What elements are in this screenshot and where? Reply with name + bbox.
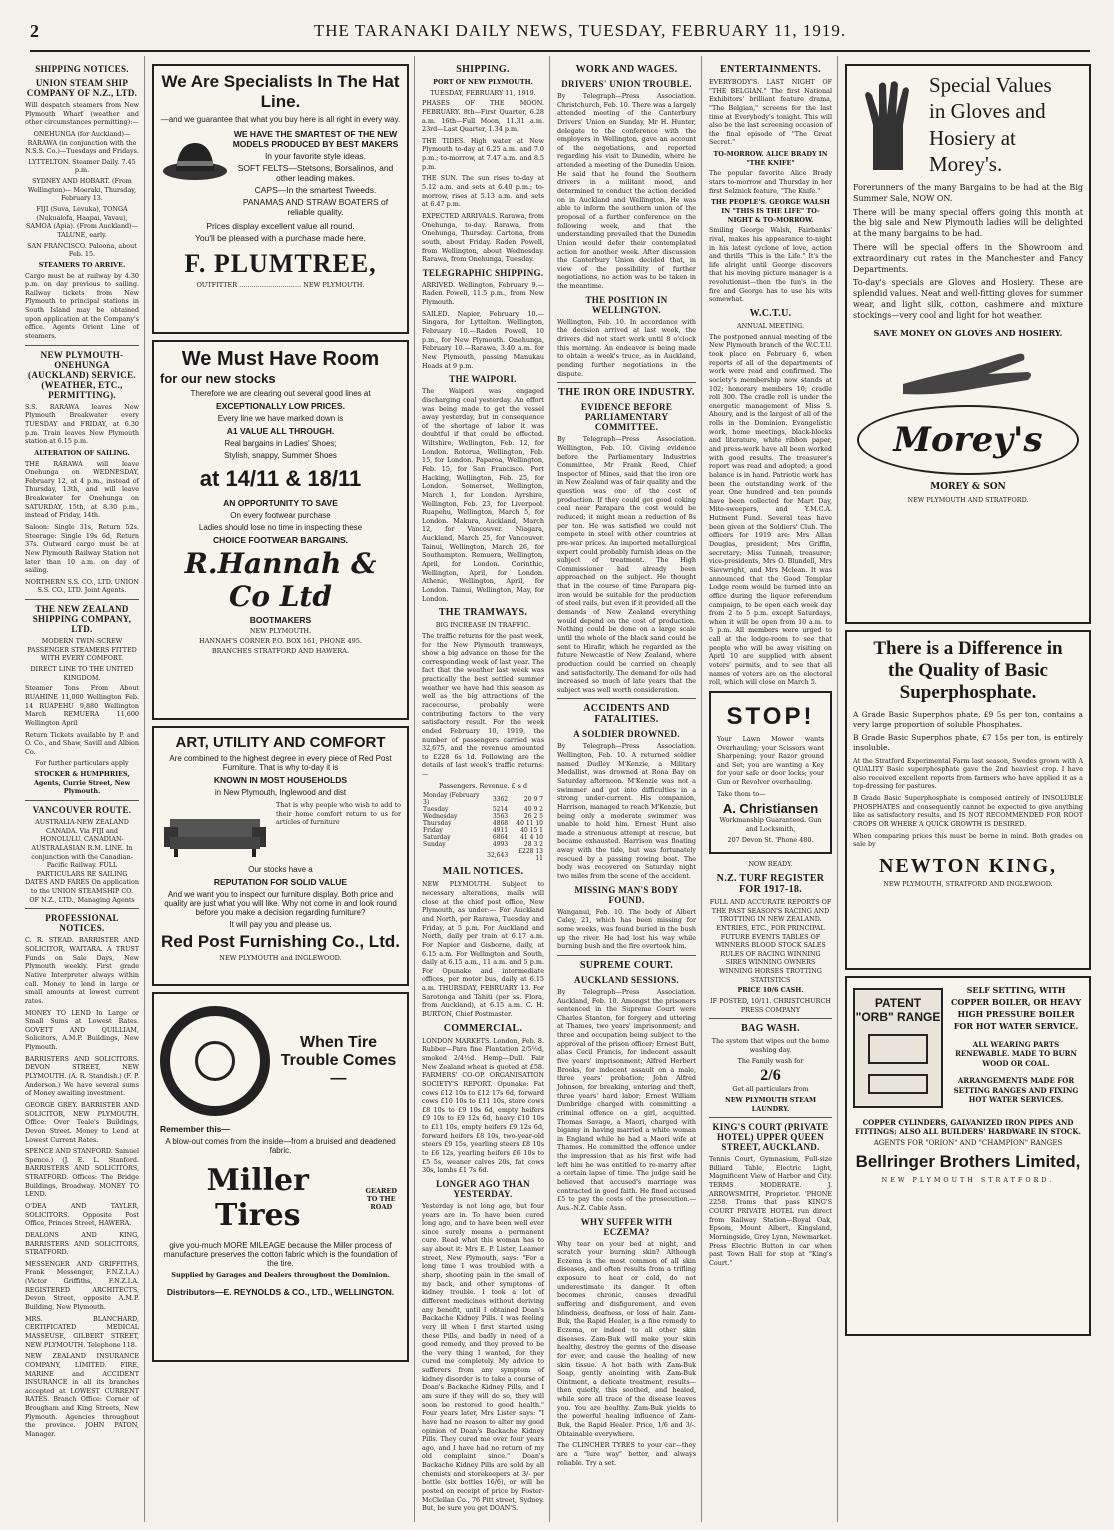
- eczema-heading: WHY SUFFER WITH ECZEMA?: [580, 1216, 673, 1237]
- ad-headline: We Must Have Room: [181, 348, 380, 370]
- moreys-logo: Morey's: [857, 405, 1079, 475]
- tramways-row: [422, 841, 544, 848]
- ad-subline: for our new stocks: [160, 371, 276, 386]
- bag-laundry: NEW PLYMOUTH STEAM LAUNDRY.: [724, 1095, 817, 1113]
- section-heading: WORK AND WAGES.: [575, 64, 678, 75]
- hannah-branches: BRANCHES STRATFORD AND HAWERA.: [211, 647, 350, 655]
- pleased: You'll be pleased with a purchase made here.: [195, 233, 366, 243]
- rarawa-notice: S.S. RARAWA leaves New Plymouth Breakwater every TUESDAY and FRIDAY, at 6.30 p.m. Train leaves New Plymouth station at 6.15 p.m.: [25, 402, 139, 446]
- orb-arrangements: ARRANGEMENTS MADE FOR SETTING RANGES AND FIXING HOT WATER SERVICES.: [953, 1076, 1079, 1105]
- prof-notice: MESSENGER AND GRIFFITHS, Frank Messenger, F.N.Z.I.A.) (Victor Griffiths, F.N.Z.I.A. REGISTERED ARCHITECTS, Devon Street, opposite A.M.P. Building, New Plymouth.: [25, 1259, 139, 1312]
- tramways-cell-pass: 32,643: [487, 851, 509, 859]
- vancouver-body: AUSTRALIA-NEW ZEALAND CANADA. Via FIJI and HONOLULU. CANADIAN-AUSTRALASIAN R.M. LINE. In conjunction with the Canadian-Pacific Railway. FULL PARTICULARS RE SAILING DATES AND FARES On application to the UNION STEAMSHIP CO. OF N.Z., LTD., Managing Agents: [25, 818, 139, 904]
- stop-body: Your Lawn Mower wants Overhauling; your Scissors want Sharpening; your Razor ground and Set; you are wanting a Key for your safe or door locks; your Gun or Revolver overhauling.: [717, 734, 824, 787]
- tramways-cell-day: Friday: [423, 827, 443, 835]
- section-heading: ENTERTAINMENTS.: [720, 64, 821, 75]
- prices-display: Prices display excellent value all round.: [206, 221, 355, 231]
- supplied-by: Supplied by Garages and Dealers throughout the Dominion.: [171, 1271, 390, 1279]
- bellringer-brand: Bellringer Brothers Limited,: [855, 1152, 1081, 1172]
- bag-family: The Family wash for: [737, 1056, 804, 1065]
- column-entertainments: [704, 56, 838, 1522]
- low-prices: EXCEPTIONALLY LOW PRICES.: [216, 401, 345, 411]
- tramways-cell-day: [422, 848, 486, 862]
- red-post-brand: Red Post Furnishing Co., Ltd.: [161, 932, 400, 951]
- longer-body: Yesterday is not long ago, but four years are in. To have been cured long ago, and to have been well ever since surely means a permanent cure. Read what this woman has to say about it: Mrs E. P. Lister, Leamer street, New Plymouth, says: "For a long time I was troubled with a sharp, shooting pain in the small of my back, and other symptoms of kidney trouble. I took a lot of different medicines without deriving any benefit, until I obtained Doan's Backache Kidney Pills. I was feeling very ill when I first started using these Pills, and badly in need of a good remedy, and they proved to be the very thing I wanted, for they cured me completely. My advice to sufferers from any symptom of kidney disorder is to take a course of Doan's Backache Kidney Pills, and I am sure if they will do so, they will soon be restored to good health." Four years later, Mrs Lister says: "I have had no reason to alter my good opinion of Doan's Backache Kidney Pills. They cured me over four years ago, and I have had no return of my old complaint since." Doan's Backache Kidney Pills are sold by all chemists and storekeepers at 3/- per bottle (six bottles 16/6), or will be posted on receipt of price by Foster-McClellan Co., 76 Pitt street, Sydney. But, be sure you get DOAN'S.: [422, 1201, 544, 1513]
- mail-body: NEW PLYMOUTH. Subject to necessary alterations, mails will close at the chief post office, New Plymouth, as under:— For Auckland and North, per Rarawa, Tuesday and Friday, at 5 p.m. For Auckland and North, daily per train at 6.17 a.m. For Napier and Gisborne, daily, at 6.15 a.m. For Wellington and South, daily at 6.15 a.m., 11 a.m. and 5 p.m. For Opunake and intermediate offices, per motor bus, daily at 6.15 a.m. THURSDAY, FEBRUARY 13. For Sarotonga and Tahiti (per ss. Flora, from Auckland), at 6.15 a.m. C. H. BURTON, Chief Postmaster.: [422, 880, 544, 1019]
- accidents-heading: ACCIDENTS AND FATALITIES.: [583, 703, 670, 726]
- bellringer-orb-range-ad: [845, 976, 1091, 1336]
- np: NEW PLYMOUTH.: [249, 627, 312, 635]
- smartest-models: WE HAVE THE SMARTEST OF THE NEW MODELS PRODUCED BY BEST MAKERS: [232, 129, 399, 149]
- stocker-agents: STOCKER & HUMPHRIES, Agents, Currie Street, New Plymouth.: [33, 770, 131, 796]
- waipori-heading: THE WAIPORI.: [449, 374, 517, 385]
- hannah-address: HANNAH'S CORNER P.O. BOX 161, PHONE 495.: [199, 637, 362, 645]
- prof-notice: O'DEA AND TAYLER, SOLICITORS. Opposite Post Office, Princes Street, HAWERA.: [25, 1201, 139, 1228]
- tramways-row: [422, 813, 544, 820]
- hannah-shoes-ad: [152, 340, 409, 720]
- style-ideas: In your favorite style ideas.: [264, 151, 367, 161]
- drivers-body: By Telegraph—Press Association. Christchurch, Feb. 10. There was a largely attended meeting of the Canterbury Drivers' Union on Sunday, Mr H. Hunter, delegate to the conference with the employers in Wellington, gave an account of the negotiations, and reported regarding his visit to Dunedin, where he attended a meeting of the Dunedin Union. He said that he found the Southern drivers in a militant mood, and determined to conduct the action decided on in Auckland and Wellington. He was able to inform the southern union of the proposal of a further conference on the following week, and that the understanding prevailed that the Dunedin Union would defer their contemplated action for another week. After discussion the Canterbury Union decided that, in view of the possibility of further negotiations, no action was to be taken in the meantime.: [557, 92, 696, 291]
- christiansen-name: A. Christiansen: [722, 801, 819, 817]
- glove-icon: [853, 75, 923, 175]
- position-body: Wellington, Feb. 10. In accordance with the decision arrived at last week, the drivers did not start work until 8 o'clock this morning. An endeavor is being made to obtain a week's truce, as in Auckland, pending further negotiations in the dispute.: [557, 317, 696, 378]
- section-heading: SHIPPING.: [456, 64, 510, 75]
- tramways-cell-rev: 40 9 2: [523, 806, 543, 814]
- now-ready: NOW READY.: [748, 860, 793, 869]
- bag-price: 2/6: [760, 1067, 781, 1085]
- sun: THE SUN. The sun rises to-day at 5.12 a.m. and sets at 6.40 p.m.; to-morrow, rises at 5.13 a.m. and sets at 6.47 p.m.: [422, 174, 544, 209]
- remember: Remember this—: [160, 1124, 230, 1134]
- firebox: [868, 1074, 928, 1094]
- port-heading: PORT OF NEW PLYMOUTH.: [433, 78, 533, 86]
- super-a-grade: A Grade Basic Superphos phate, £9 5s per ton, contains a very large proportion of soluble Phosphates.: [853, 710, 1083, 730]
- drivers-heading: DRIVERS' UNION TROUBLE.: [561, 79, 692, 89]
- christiansen-trade: Workmanship Guaranteed. Gun and Locksmith,: [719, 816, 822, 834]
- tramways-cell-day: Saturday: [423, 834, 451, 842]
- stop-headline: STOP!: [726, 702, 815, 730]
- prof-notice: NEW ZEALAND INSURANCE COMPANY, LIMITED. FIRE, MARINE and ACCIDENT INSURANCE in all its branches accepted at LOWEST CURRENT RATES. Branch Office: Corner of Brougham and King Streets, New Plymouth. Agencies throughout the province. JOHN PATON, Manager.: [25, 1352, 139, 1438]
- distributors: Distributors—E. REYNOLDS & CO., LTD., WELLINGTON.: [166, 1287, 395, 1297]
- tramways-cell-pass: 4868: [492, 820, 509, 828]
- tramways-cell-rev: 40 15 1: [520, 827, 543, 835]
- commercial-heading: COMMERCIAL.: [443, 1022, 523, 1034]
- prof-notice: BARRISTERS AND SOLICITORS. DEVON STREET, NEW PLYMOUTH. (A. R. Standish.) (F. P. Anderson.) We have several sums of Money awaiting investment.: [25, 1054, 139, 1098]
- bargains: Real bargains in Ladies' Shoes;: [224, 439, 337, 448]
- district: in New Plymouth, Inglewood and dist: [214, 788, 347, 797]
- stove-icon: [853, 988, 943, 1108]
- panamas: PANAMAS AND STRAW BOATERS of reliable quality.: [242, 197, 389, 217]
- turf-posted: IF POSTED, 10/11. CHRISTCHURCH PRESS COMPANY: [710, 997, 831, 1014]
- shoe-price: at 14/11 & 18/11: [199, 466, 362, 491]
- red-post-locations: NEW PLYMOUTH and INGLEWOOD.: [219, 954, 342, 962]
- sydney: SYDNEY AND HOBART. (From Wellington)— Moeraki, Thursday, February 13.: [27, 177, 137, 203]
- ad-subline: —and we guarantee that what you buy here is all right in every way.: [160, 115, 401, 124]
- gloves-headline-2: in Gloves and: [929, 99, 1046, 124]
- bellringer-locations: NEW PLYMOUTH STRATFORD.: [881, 1176, 1055, 1185]
- moreys-locations: NEW PLYMOUTH AND STRATFORD.: [907, 495, 1029, 504]
- tramways-row: [422, 834, 544, 841]
- tramways-sub: BIG INCREASE IN TRAFFIC.: [435, 621, 531, 630]
- christiansen-address: 207 Devon St. 'Phone 480.: [727, 835, 814, 844]
- expected-arrivals: EXPECTED ARRIVALS. Rarawa, from Onehunga, to-day. Rarawa, from Onehunga, Thursday. Cartona, from south, about Friday. Raden Powell, from Wellington, about Wednesday. Rarawa, from Onehunga, Tuesday.: [422, 211, 544, 264]
- tramways-cell-pass: 4911: [492, 827, 509, 835]
- san-francisco: SAN FRANCISCO. Paloona, about Feb. 15.: [27, 241, 137, 259]
- ad-headline: When Tire Trouble Comes—: [280, 1034, 397, 1087]
- super-compare: When comparing prices this must be borne in mind. Both grades on sale by: [853, 831, 1083, 849]
- kings-court-body: Tennis Court, Gymnasium, Full-size Billiard Table, Electric Light, Magnificent View of Harbor and City. TERMS MODERATE. J. ARROWSMITH, Proprietor. 'PHONE 2258. Trams that pass KING'S COURT PRIVATE HOTEL run direct from Railway Station—Royal Oak, Epsom, Mount Albert, Kingsland, Morningside, Grey Lynn, Newmarket. Press Electric Button in car when past Town Hall for stop at "King's Court.": [709, 1155, 832, 1267]
- vancouver-title: VANCOUVER ROUTE.: [32, 805, 132, 815]
- choice-bargains: CHOICE FOOTWEAR BARGAINS.: [212, 535, 349, 545]
- newton-king-locations: NEW PLYMOUTH, STRATFORD AND INGLEWOOD.: [883, 879, 1053, 888]
- bootmakers: BOOTMAKERS: [249, 615, 312, 625]
- peoples: THE PEOPLE'S. GEORGE WALSH IN "THIS IS THE LIFE" TO-NIGHT & TO-MORROW.: [711, 198, 830, 224]
- hannah-brand-logo: R.Hannah & Co Ltd: [184, 547, 377, 613]
- caps: CAPS—In the smartest Tweeds.: [254, 185, 377, 195]
- tramways-cell-pass: 3362: [492, 795, 509, 803]
- tramways-cell-day: Tuesday: [423, 806, 449, 814]
- ad-subline: Are combined to the highest degree in every piece of Red Post Furniture. That is why to-day it is: [169, 754, 392, 772]
- miller-tires-ad: [152, 992, 409, 1362]
- port-date: TUESDAY, FEBRUARY 11, 1919.: [430, 88, 536, 97]
- more-mileage: give you-much MORE MILEAGE because the Miller process of manufacture preserves the cotton fabric which is the foundation of the tire.: [163, 1241, 398, 1268]
- tramways-row: [422, 806, 544, 813]
- prof-notice: MRS. BLANCHARD, CERTIFICATED MEDICAL MASSEUSE, GILBERT STREET, NEW PLYMOUTH. Telephone 118.: [25, 1314, 139, 1349]
- divider: [25, 345, 139, 346]
- nzship-body: MODERN TWIN-SCREW PASSENGER STEAMERS FITTED WITH EVERY COMFORT.: [27, 637, 137, 663]
- missing-heading: MISSING MAN'S BODY FOUND.: [574, 884, 679, 905]
- saloon-fares: Saloon: Single 31s, Return 52s. Steerage: Single 19s 6d, Return 37s. Outward cargo must be at New Plymouth Railway Station not later than 10 a.m. on day of sailing.: [25, 522, 139, 575]
- tire-icon: [160, 1006, 270, 1116]
- wctu-body: The postponed annual meeting of the New Plymouth branch of the W.C.T.U. took place on February 6, when reports of all of the departments of work were read and confirmed. The society's membership now stands at 102; honorary members 10; cradle roll 300. The cradle roll is under the energetic management of Miss S. Aboury, and is the largest of all of the rolls in the Dominion. Evangelistic work, home meetings, black-blocks and literature, white ribbon paper, and press-work have all been worked with good results. The treasurer's report was read and adopted; a good balance is in hand. Patriotic work has been the outstanding work of the year. One hundred and ten pounds have been collected for Mart Day, Mite-sweepers, and Y.M.C.A. Hutment Fund. Several teas have been given at the Soldiers' Club. The officers for 1919 are: Mrs Allan Douglas, president; Mrs Griffin, secretary; Miss Tunnah, treasurer; vice-presidents, Mrs O. Blundell, Mrs Sievwright, and Mrs Mclean. It was announced that the Good Templar Lodge room would be turned into an office during the liquor referendum campaign, to be open each week day from 2 to 5 p.m. except Saturdays, when it will be open from 10 a.m. to 5 p.m. All members were urged to call at the lodge-room to see that people who will be away visiting on April 10 are supplied with absent voters' permits, and to see that all names of voters are on the electoral roll, which will close on March 5.: [709, 332, 832, 687]
- orb-copper: COPPER CYLINDERS, GALVANIZED IRON PIPES AND FITTINGS; ALSO ALL BUILDERS' HARDWARE IN STOCK.: [855, 1118, 1081, 1137]
- tramways-cell-day: Sunday: [423, 841, 446, 849]
- gloves-headline-4: Morey's.: [929, 151, 1003, 176]
- section-heading: SHIPPING NOTICES.: [35, 64, 129, 74]
- tramways-row: [422, 827, 544, 834]
- tramways-cell-day: Monday (February 3): [423, 792, 480, 807]
- column-large-ads: [840, 56, 1096, 1522]
- todays-specials: To-day's specials are Gloves and Hosiery. These are splendid values. Neat and well-fitting gloves for summer wear, and light silk, cotton, cashmere and mixture stockings—very cool and light for hot weather.: [853, 278, 1083, 320]
- nzship-title: THE NEW ZEALAND SHIPPING COMPANY, LTD.: [32, 604, 132, 635]
- bag-get: Get all particulars from: [732, 1085, 809, 1094]
- super-headline-3: Superphosphate.: [899, 682, 1037, 703]
- iron-heading: THE IRON ORE INDUSTRY.: [558, 387, 695, 399]
- reputation: REPUTATION FOR SOLID VALUE: [213, 877, 348, 887]
- direct-line: DIRECT LINE TO THE UNITED KINGDOM.: [30, 665, 134, 682]
- masthead: [30, 12, 1090, 52]
- iron-sub: EVIDENCE BEFORE PARLIAMENTARY COMMITTEE.: [580, 402, 673, 433]
- union-body: Will despatch steamers from New Plymouth Wharf (weather and other circumstances permitting):—: [25, 101, 139, 127]
- moreys-gloves-ad: [845, 64, 1091, 624]
- sofa-icon: [160, 801, 270, 861]
- commercial-body: LONDON MARKETS. London, Feb. 8. Rubber—Para fine Plantation 2/5½d, smoked 2/4½d. Hemp—Dull. Fair New Zealand wheat is quoted at £58. FARMERS' CO-OP. ORGANISATION SOCIETY'S REPORT. Opunake: Fat cows £12 10s to £12 17s 6d, forward cows £10 10s to £11 10s, store cows £8 10s to £9 10s 6d, empty heifers £9 10s to £9 12s 6d, heavy £10 10s to £11 10s, empty heifers £9 12s 6d, forward heifers £8 10s, two-year-old steers £9 15s, yearling steers £8 10s to £6 12s, yearling heifers £6 10s to £5 5s, weaner calves 20s, fat cows 30s, lambs £1 7s 6d.: [422, 1036, 544, 1175]
- tramways-cell-pass: 4993: [492, 841, 509, 849]
- tramways-cell-pass: 3563: [492, 813, 509, 821]
- tramways-cell-day: Thursday: [423, 820, 452, 828]
- divider: [557, 955, 696, 956]
- longer-heading: LONGER AGO THAN YESTERDAY.: [436, 1178, 530, 1199]
- alteration-heading: ALTERATION OF SAILING.: [34, 448, 130, 457]
- a1-value: A1 VALUE ALL THROUGH.: [226, 426, 335, 436]
- prof-notice: MONEY TO LEND In Large or Small Sums at Lowest Rates. GOVETT AND QUILLIAM, Solicitors, A.M.P. Buildings, New Plymouth.: [25, 1008, 139, 1052]
- supreme-body: By Telegraph—Press Association. Auckland, Feb. 10. Amongst the prisoners sentenced in the Supreme Court were Charles Stanton, for forgery and uttering at Thames, two years' imprisonment; and three and occupation being subject to the approval of the prison officer; Ernest Butt, alias Cecil Francis, for indecent assault five years' imprisonment; Alfred Herbert Brooks, for indecent assault on a male, three years' probation; John Alfred Johnson, for breaking, entering and theft, three years' hard labor; Ernest William Dunbridge charged with committing a criminal offence on a girl, acquitted. Thomas Savage, a Maori, charged with bigamy in having married a white woman in England while he had a Maori wife at Thames. He committed the offence under the impression that as his first wife had left him he was entitled to re-marry after a certain lapse of time. The judge said he believed that accused's marriage was contracted in good faith. He fined accused £5 to pay the costs of the prosecution.—Aus.-N.Z. Cable Assn.: [557, 987, 696, 1212]
- miller-brand: Miller Tires: [206, 1163, 309, 1233]
- clincher: The CLINCHER TYRES to your car—they are a "lure way" better, and always reliable. Try a set.: [557, 1441, 696, 1467]
- plumtree-brand: F. PLUMTREE,: [184, 249, 377, 278]
- divider: [709, 1018, 832, 1019]
- newspaper-title: THE TARANAKI DAILY NEWS, TUESDAY, FEBRUARY 11, 1919.: [313, 21, 847, 40]
- onehunga: ONEHUNGA (for Auckland)— RARAWA (in conjunction with the N.S.S. Co.)—Tuesdays and Fridays.: [25, 129, 139, 156]
- moreys-son: MOREY & SON: [930, 482, 1006, 493]
- tramways-cell-rev: 20 9 7: [523, 795, 543, 803]
- opportunity: AN OPPORTUNITY TO SAVE: [223, 498, 338, 508]
- moon-phases: PHASES OF THE MOON. FEBRUARY. 8th—First Quarter, 6.28 a.m. 16th—Full Moon, 11.31 a.m. 23rd—Last Quarter, 1.34 p.m.: [422, 99, 544, 134]
- prof-notice: DEALONS AND KING, BARRISTERS AND SOLICITORS, STRATFORD.: [25, 1230, 139, 1257]
- red-post-furnishing-ad: [152, 726, 409, 986]
- super-b-grade: B Grade Basic Superphos phate, £7 15s per ton, is entirely insoluble.: [853, 733, 1083, 753]
- lyttelton: LYTTELTON. Steamer Daily. 7.45 p.m.: [28, 157, 136, 175]
- tramways-table: [422, 792, 544, 862]
- peoples-body: Smiling George Walsh, Fairbanks' rival, makes his appearance to-night in his latest cyclone of love, action and thrills "This is the Life." It's the life alright until George discovers that his moving picture manager is a revolutionist—then the fun's in the fire and George has to use his wits somewhat.: [709, 226, 832, 304]
- tire-hub: [195, 1041, 235, 1081]
- newton-king-superphosphate-ad: [845, 630, 1091, 970]
- special-offers: There will be many special offers going this month at the big sale and New Plymouth ladies will be delighted at the many bargains to be had.: [853, 207, 1083, 239]
- prof-notice: GEORGE GREY. BARRISTER AND SOLICITOR, NEW PLYMOUTH. Office: Over Teale's Buildings, Devon Street. Money to Lend at Lowest Current Rates.: [25, 1100, 139, 1144]
- wctu-heading: W.C.T.U.: [749, 308, 792, 320]
- super-experimental: At the Stratford Experimental Farm last season, Swedes grown with A QUALITY Basic superphosphate gave the 2nd heaviest crop. I have also received excellent reports from farmers who have applied it as a top-dressing for pastures.: [853, 756, 1083, 791]
- wctu-sub: ANNUAL MEETING.: [736, 322, 805, 331]
- prof-notice: C. R. STEAD. BARRISTER AND SOLICITOR, WAITARA. A TRUST Funds on Sale Days, New Plymouth weekly. First grade Native Interpreter always within call. Money to lend in large or small amounts at lowest current rates.: [25, 936, 139, 1005]
- gloves-headline-3: Hosiery at: [929, 125, 1016, 150]
- geared-road: GEARED TO THE ROAD: [365, 1187, 398, 1211]
- ad-headline: ART, UTILITY AND COMFORT: [175, 734, 386, 751]
- blowout: A blow-out comes from the inside—from a bruised and deadened fabric.: [165, 1137, 396, 1155]
- hat-icon: [160, 131, 230, 191]
- joint-agents: NORTHERN S.S. CO., LTD. UNION S.S. CO., LTD. Joint Agents.: [25, 577, 139, 595]
- turf-price: PRICE 10/6 CASH.: [737, 986, 804, 995]
- orb-renewable: ALL WEARING PARTS RENEWABLE. MADE TO BURN WOOD OR COAL.: [955, 1040, 1077, 1068]
- drowned-heading: A SOLDIER DROWNED.: [573, 729, 680, 740]
- inspect: And we want you to inspect our furniture display. Both price and quality are just what you will like. Why not come in and look round before you make a decision regarding furniture?: [164, 890, 397, 917]
- divider: [709, 1117, 832, 1118]
- divider: [557, 698, 696, 699]
- column-shipping-news: [417, 56, 550, 1522]
- tramways-row: [422, 820, 544, 827]
- known-households: KNOWN IN MOST HOUSEHOLDS: [213, 775, 348, 785]
- pay-please: It will pay you and please us.: [229, 920, 332, 929]
- plumtree-hat-ad: [152, 64, 409, 334]
- divider: [25, 908, 139, 909]
- everybodys: EVERYBODY'S. LAST NIGHT OF "THE BELGIAN." The first National Exhibitors' brilliant feature drama, "The Belgian," screens for the last time at Everybody's tonight. This will also be the last screening occasion of the final episode of "The Great Secret.": [709, 78, 832, 147]
- footwear-purchase: On every footwear purchase: [230, 511, 331, 520]
- divider: [25, 599, 139, 600]
- tramways-cell-rev: £228 13 11: [518, 848, 543, 863]
- tramways-cell-rev: 41 4 10: [520, 834, 543, 842]
- missing-body: Wanganui, Feb. 10. The body of Albert Caley, 21, which has been missing for some weeks, was found buried in the bush up the river. He had lost his way while burning bush and the fire overtook him.: [557, 907, 696, 951]
- tramways-cols: Passengers. Revenue. £ s d: [438, 781, 528, 790]
- marked-down: Every line we have marked down is: [217, 414, 344, 423]
- telegraphic-heading: TELEGRAPHIC SHIPPING.: [422, 267, 544, 278]
- tramways-cell-pass: 5214: [492, 806, 509, 814]
- orb-features: SELF SETTING, WITH COPPER BOILER, OR HEAVY HIGH PRESSURE BOILER FOR HOT WATER SERVICE.: [950, 985, 1082, 1031]
- stocks-have: Our stocks have a: [248, 865, 313, 874]
- oven-door: [868, 1034, 928, 1064]
- eczema-body: Why tear on your bed at night, and scratch your burning skin? Although Eczema is the most common of all skin diseases, and often results from a trifling exposure to heat or cold, do not underestimate its danger. It often becomes chronic, causes dreadful suffering and disfigurement, and even blindness, deafness, or loss of hair. Zam-Buk, the Rapid Healer, is a fine remedy to Eczema, or indeed to all other skin diseases. Zam-Buk will make your skin healthy, destroy the germs of the disease for ever, and cause the healing of new skin tissue. A hot bath with Zam-Buk Soap, gently anointing with Zam-Buk Ointment, a delicate treatment, results—then quietly, this soothed, and healed, while sore all trace of the disease leaves you. You are healthy. Zam-Buk yields to the powerful healing influence of Zam-Buk, the Rapid Healer. Price, 1/6 and 3/-. Obtainable everywhere.: [557, 1239, 696, 1438]
- christiansen-ad: [709, 691, 832, 854]
- iron-body: By Telegraph—Press Association. Wellington, Feb. 10. Giving evidence before the Parliamentary Industries Committee, Mr Frank Reed, Chief Inspector of Mines, said that the iron ore in New Zealand was of fair quality and the question was one of the cost of production. If they could get good coking coal near Parapara the cost would be reduced; it might mean a reduction of 8s per ton. He was satisfied we could not compete in steel with other countries at pre-war prices. An imported metallurgical expert could probably furnish ideas on the subject of treatment. The High Commissioner had already been approached on the subject. He thought that in the course of time Parapara pig-iron would be suitable for the production of steel rails, but even if it provided all the demands of New Zealand everything would depend on the cost of production. Nothing could be done on a large scale until the whole of the black sand could be sent to Hirafir, which he regarded as the future Newcastle of New Zealand, where production could be carried on cheaply and satisfactorily. The demand for oils had increased so much of late years that the subject was well worth consideration.: [557, 435, 696, 694]
- fiji: FIJI (Suva, Levuka), TONGA (Nukualofa, Haapai, Vavau), SAMOA (Apia). (From Auckland)— TALUNE, early.: [25, 205, 139, 239]
- save-money: SAVE MONEY ON GLOVES AND HOSIERY.: [873, 327, 1063, 338]
- professional-heading: PROFESSIONAL NOTICES.: [45, 913, 119, 934]
- tramways-row: [422, 848, 544, 862]
- return-tickets: Return Tickets available by P. and O. Co., and Shaw, Savill and Albion Co.: [25, 730, 139, 756]
- waipori-body: The Waipori was engaged discharging coal yesterday. An effort was being made to get the vessel away yesterday, but in consequence of the shortage of labor it was doubtful if that could be effected. Wiltshire, Wellington, Feb. 12, for London. Rotorua, Wellington, Feb. 15, for London. Paparoa, Wellington, Feb. 15, for San Francisco. Port Hacking, Wellington, Feb. 25, for London. Somerset, Wellington, March 1, for London. Ayrshire, Wellington, Feb. 23, for Liverpool. Ruapehu, Wellington, March 5, for London. Makura, Auckland, March 12, for Vancouver. Niagara, Auckland, March 25, for Vancouver. Tainui, Wellington, March 26, for Southampton. Remuera, Wellington, April, for London. Corinthic, Wellington, April, for London. Athenic, Wellington, April, for London. Tainui, Wellington, May, for London.: [422, 387, 544, 603]
- orb-range-label: PATENT "ORB" RANGE: [855, 996, 941, 1024]
- steamers-arrive: STEAMERS TO ARRIVE.: [38, 260, 126, 269]
- sailed: SAILED. Napier, February 10.—Singara, for Lyttelton. Wellington, February 10.—Raden Powell, 10 p.m., for New Plymouth. Onehunga, February 10.—Rarawa, 3.40 a.m. for New Plymouth, passing Manukau Heads at 9 p.m.: [422, 309, 544, 370]
- ships-table: Steamer Tons From About RUAHINE 11,000 Wellington Feb. 14 RUAPEHU 9,880 Wellington March REMUERA 11,600 Wellington April: [25, 684, 139, 727]
- drowned-body: By Telegraph—Press Association. Wellington, Feb. 10. A returned soldier named Dudley M'Kenzie, a Military Medallist, was drowned at Rona Bay on Saturday afternoon. M'Kenzie was not a swimmer and got into difficulties in a strong under-current. His companion, Harrison, managed to reach M'Kenzie, but being only a moderate swimmer was unable to hold him. Ernest Hunt also made a strenuous attempt at rescue, but became exhausted. Harrison was floating away with the tide, but was fortunately rescued by a passing rowing boat. The body was recovered on Saturday night two miles from the scene of the accident.: [557, 742, 696, 881]
- super-b-insoluble: B Grade Basic Superphosphate is composed entirely of INSOLUBLE PHOSPHATES and consequently cannot be expected to give anything like as satisfactory results, and IS NOT RECOMMENDED FOR ROOT CROPS OR WHERE A QUICK GROWTH IS DESIRED.: [853, 794, 1083, 828]
- tramways-body: The traffic returns for the past week, for the New Plymouth tramways, show a big advance on those for the corresponding week of last year. The fact that the weather last week was practically the best settled summer weather we have had this season as well as the big attractions of the racecourse, probably were contributing factors to the very satisfactory result. For the week ended February 10, 1919, the number of passengers carried was 32,675, and the revenue amounted to £228 6s 1d. Following are the details of last week's traffic returns:—: [422, 631, 544, 779]
- orb-agents: AGENTS FOR "ORION" AND "CHAMPION" RANGES: [873, 1138, 1063, 1147]
- take-them: Take them to—: [717, 789, 766, 798]
- plumtree-outfitter: OUTFITTER .............................. NEW PLYMOUTH.: [196, 281, 365, 289]
- supreme-heading: SUPREME COURT.: [579, 959, 674, 971]
- why-return: That is why people who wish to add to their home comfort return to us for articles of furniture: [276, 801, 401, 827]
- bag-body: The system that wipes out the home washing day.: [711, 1037, 830, 1054]
- clearing: Therefore we are clearing out several good lines at: [190, 389, 371, 398]
- divider: [557, 382, 696, 383]
- alteration-body: THE RARAWA will leave Onehunga on WEDNESDAY, February 12, at 4 p.m., instead of Thursday, 13th, and will leave Breakwater for Onehunga on SATURDAY, 15th, at 8.30 p.m., instead of Friday, 14th.: [25, 459, 139, 520]
- tomorrow-body: The popular favorite Alice Brady stars to-morrow and Thursday in her first Selznick feature, "The Knife.": [709, 169, 832, 195]
- auckland-sessions: AUCKLAND SESSIONS.: [574, 974, 679, 985]
- tomorrow: TO-MORROW. ALICE BRADY IN "THE KNIFE": [713, 150, 828, 167]
- super-headline-2: the Quality of Basic: [888, 660, 1048, 681]
- gloves-headline-1: Special Values: [929, 73, 1052, 97]
- union-title: UNION STEAM SHIP COMPANY OF N.Z., LTD.: [26, 78, 138, 98]
- bag-wash-heading: BAG WASH.: [741, 1023, 800, 1035]
- column-shipping-notices: [20, 56, 145, 1522]
- tramways-cell-pass: 6864: [492, 834, 509, 842]
- tramways-row: [422, 792, 544, 806]
- prof-notice: SPENCE AND STANFORD. Samuel Spence.) (J. E. L. Stanford. BARRISTERS AND SOLICITORS, STRATFORD. Offices: The Bridge Buildings, Broadway. MONEY TO LEND.: [25, 1147, 140, 1199]
- showroom: There will be special offers in the Showroom and extraordinary cut rates in the Manchester and Fancy Departments.: [853, 242, 1083, 274]
- further-particulars: For further particulars apply: [35, 759, 129, 768]
- tramways-cell-rev: 26 2 5: [523, 813, 543, 821]
- column-news: [552, 56, 702, 1522]
- tides: THE TIDES. High water at New Plymouth to-day at 6.25 a.m. and 7.0 p.m.; to-morrow, at 7.47 a.m. and 8.5 p.m.: [422, 136, 544, 171]
- page-number: 2: [30, 20, 39, 41]
- super-headline-1: There is a Difference in: [873, 638, 1063, 659]
- arrived: ARRIVED. Wellington, February 9.—Raden Powell, 11.5 p.m., from New Plymouth.: [422, 280, 544, 307]
- position-heading: THE POSITION IN WELLINGTON.: [585, 294, 668, 315]
- kings-court-heading: KING'S COURT (PRIVATE HOTEL) UPPER QUEEN STREET, AUCKLAND.: [712, 1122, 829, 1153]
- ad-headline: We Are Specialists In The Hat Line.: [161, 72, 400, 111]
- turf-register: N.Z. TURF REGISTER FOR 1917-18.: [716, 872, 825, 895]
- np-onehunga-title: NEW PLYMOUTH-ONEHUNGA (AUCKLAND) SERVICE. (WEATHER, ETC., PERMITTING).: [28, 349, 136, 400]
- tramways-cell-rev: 40 11 10: [516, 820, 543, 828]
- tramways-heading: THE TRAMWAYS.: [438, 607, 528, 619]
- hand-icon: [898, 344, 1038, 399]
- column-advertisements: [147, 56, 415, 1522]
- cargo-notice: Cargo must be at railway by 4.30 p.m. on day previous to sailing. Railway tickets from New Plymouth to principal stations in South Island may be obtained upon application at the Company's office. Agents Orient Line of steamers.: [25, 271, 139, 341]
- mail-heading: MAIL NOTICES.: [442, 866, 524, 878]
- turf-body: FULL AND ACCURATE REPORTS OF THE PAST SEASON'S RACING AND TROTTING IN NEW ZEALAND. ENTRIES, ETC., FOR PRINCIPAL FUTURE EVENTS TABLES OF WINNERS BLOOD STOCK SALES RULES OF RACING WINNING SIRES WINNING OWNERS WINNING HORSES TROTTING STATISTICS: [709, 897, 832, 984]
- divider: [25, 800, 139, 801]
- forerunners: Forerunners of the many Bargains to be had at the Big Summer Sale, NOW ON.: [853, 183, 1083, 203]
- tramways-cell-rev: 28 3 2: [523, 841, 543, 849]
- stylish-shoes: Stylish, snappy, Summer Shoes: [224, 451, 337, 460]
- tramways-cell-day: Wednesday: [423, 813, 458, 821]
- soft-felts: SOFT FELTS—Stetsons, Borsalinos, and other leading makes.: [237, 163, 394, 183]
- newton-king-brand: NEWTON KING,: [878, 854, 1058, 877]
- ladies-inspect: Ladies should lose no time in inspecting these: [198, 523, 363, 532]
